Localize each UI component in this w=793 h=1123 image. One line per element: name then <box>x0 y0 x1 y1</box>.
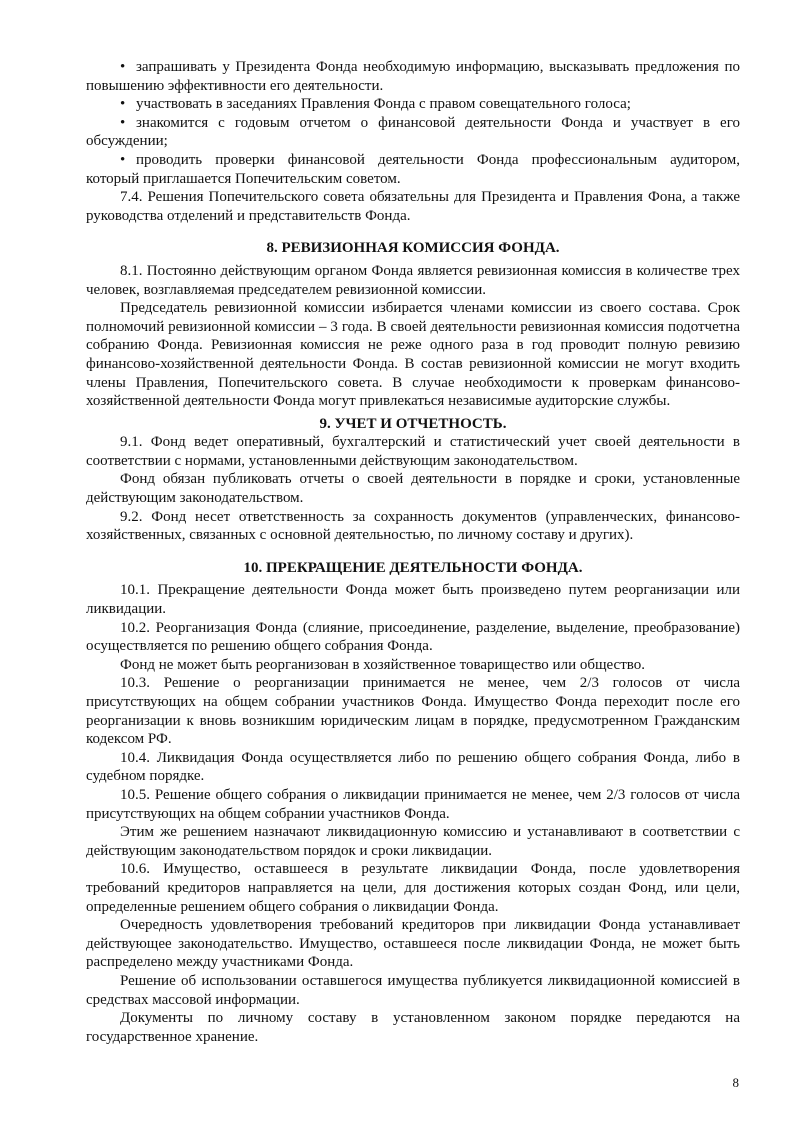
paragraph: 10.6. Имущество, оставшееся в результате ликвидации Фонда, после удовлетворения требований кредиторов направляется на цели, для достижения которых создан Фонд, или цели, определенные решением общего собрания о ликвидации Фонда. <box>86 861 740 915</box>
bullet-icon: • <box>120 114 126 131</box>
bullet-text: запрашивать у Президента Фонда необходимую информацию, высказывать предложения по повышению эффективности его деятельности. <box>86 59 740 94</box>
page-number: 8 <box>732 1075 739 1090</box>
paragraph: Фонд обязан публиковать отчеты о своей деятельности в порядке и сроки, установленные действующим законодательством. <box>86 471 740 507</box>
section-8-heading: 8. РЕВИЗИОННАЯ КОМИССИЯ ФОНДА. <box>266 240 560 257</box>
paragraph: Фонд не может быть реорганизован в хозяйственное товарищество или общество. <box>120 656 645 673</box>
bullet-icon: • <box>120 96 126 113</box>
bullet-icon: • <box>120 151 126 168</box>
paragraph: 10.5. Решение общего собрания о ликвидации принимается не менее, чем 2/3 голосов от числа присутствующих на общем собрании участников Фонда. <box>86 786 740 822</box>
bullet-item <box>86 151 740 188</box>
paragraph: 8.1. Постоянно действующим органом Фонда является ревизионная комиссия в количестве трех человек, возглавляемая председателем ревизионной комиссии. <box>86 262 740 298</box>
document-page <box>86 58 740 1046</box>
paragraph: Этим же решением назначают ликвидационную комиссию и устанавливают в соответствии с действующим законодательством порядок и сроки ликвидации. <box>86 824 740 859</box>
bullet-item <box>86 58 740 95</box>
bullet-text: проводить проверки финансовой деятельности Фонда профессиональным аудитором, который приглашается Попечительским советом. <box>86 151 740 187</box>
paragraph: 9.2. Фонд несет ответственность за сохранность документов (управленческих, финансово-хозяйственных, связанных с основной деятельностью, по личному составу и других). <box>86 508 740 544</box>
paragraph: Председатель ревизионной комиссии избирается членами комиссии из своего состава. Срок полномочий ревизионной комиссии – 3 года. В своей деятельности ревизионная комиссия подотчетна собранию Фонда. Ревизионная комиссия не реже одного раза в год проводит полную ревизию финансово-хозяйственной деятельности Фонда. В состав ревизионной комиссии не могут входить члены Правления, Попечительского совета. В случае необходимости к проверкам финансово-хозяйственной деятельности Фонда могут привлекаться независимые аудиторские службы. <box>86 300 740 410</box>
paragraph: 10.2. Реорганизация Фонда (слияние, присоединение, разделение, выделение, преобразование) осуществляется по решению общего собрания Фонда. <box>86 619 740 655</box>
bullet-icon: • <box>120 59 126 75</box>
paragraph: 9.1. Фонд ведет оперативный, бухгалтерский и статистический учет своей деятельности в соответствии с нормами, установленными действующим законодательством. <box>86 434 740 469</box>
bullet-item <box>86 114 740 151</box>
bullet-text: участвовать в заседаниях Правления Фонда с правом совещательного голоса; <box>136 96 631 113</box>
paragraph: 10.1. Прекращение деятельности Фонда может быть произведено путем реорганизации или ликвидации. <box>86 582 740 618</box>
paragraph: Очередность удовлетворения требований кредиторов при ликвидации Фонда устанавливает действующее законодательство. Имущество, оставшееся после ликвидации Фонда, не может быть распределено между участниками Фонда. <box>86 917 740 971</box>
bullet-item <box>86 95 740 114</box>
paragraph-7-4: 7.4. Решения Попечительского совета обязательны для Президента и Правления Фона, а также руководства отделений и представительств Фонда. <box>86 189 740 224</box>
paragraph: 10.3. Решение о реорганизации принимается не менее, чем 2/3 голосов от числа присутствующих на общем собрании участников Фонда. Имущество Фонда переходит после его реорганизации к вновь возникшим юридическим лицам в порядке, предусмотренном Гражданским кодексом РФ. <box>86 675 740 748</box>
bullet-text: знакомится с годовым отчетом о финансовой деятельности Фонда и участвует в его обсуждении; <box>86 114 740 150</box>
paragraph: Документы по личному составу в установленном законом порядке передаются на государственное хранение. <box>86 1010 740 1045</box>
section-9-heading: 9. УЧЕТ И ОТЧЕТНОСТЬ. <box>319 415 507 432</box>
paragraph: 10.4. Ликвидация Фонда осуществляется либо по решению общего собрания Фонда, либо в судебном порядке. <box>86 749 740 785</box>
section-10-heading: 10. ПРЕКРАЩЕНИЕ ДЕЯТЕЛЬНОСТИ ФОНДА. <box>243 559 583 576</box>
paragraph: Решение об использовании оставшегося имущества публикуется ликвидационной комиссией в средствах массовой информации. <box>86 972 740 1008</box>
